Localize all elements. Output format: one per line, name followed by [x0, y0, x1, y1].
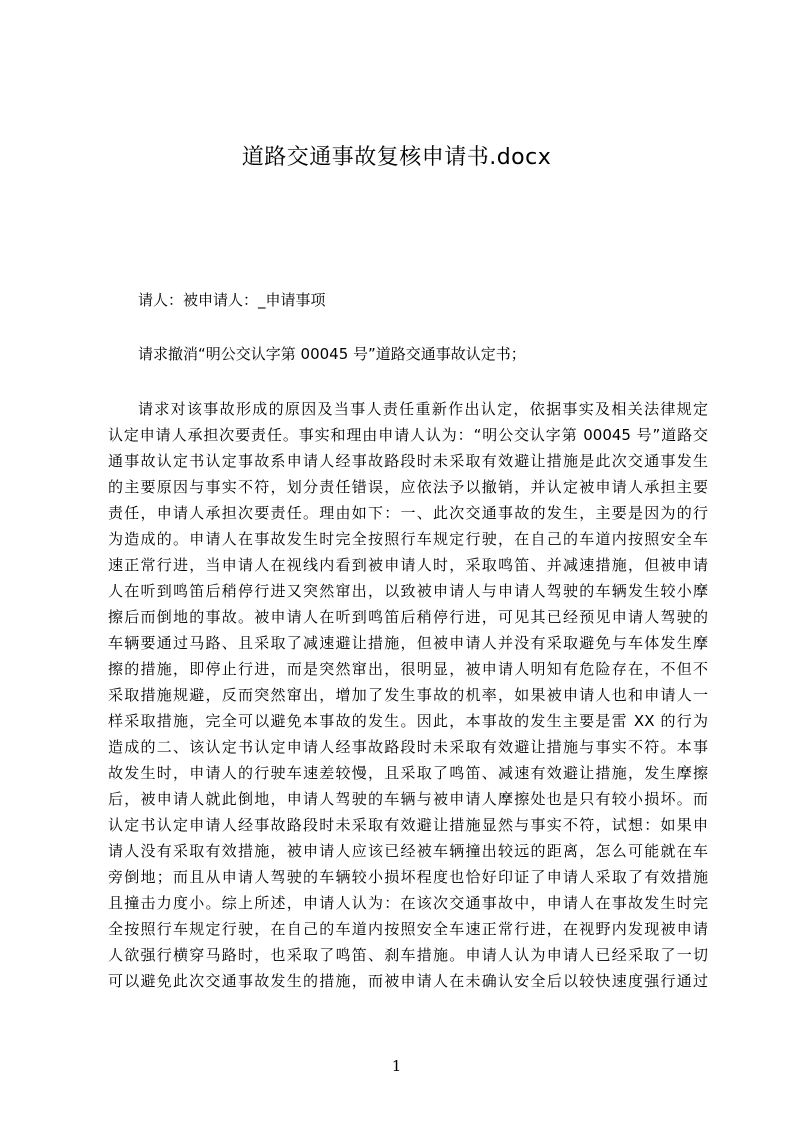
body-line: 样采取措施，完全可以避免本事故的发生。因此，本事故的发生主要是雷 XX 的行为 [108, 712, 708, 730]
body-line: 人欲强行横穿马路时，也采取了鸣笛、刹车措施。申请人认为申请人已经采取了一切 [108, 946, 708, 964]
body-line: 旁倒地；而且从申请人驾驶的车辆较小损坏程度也恰好印证了申请人采取了有效措施 [108, 868, 708, 886]
body-line: 责任，申请人承担次要责任。理由如下：一、此次交通事故的发生，主要是因为的行 [108, 504, 708, 522]
body-line: 且撞击力度小。综上所述，申请人认为：在该次交通事故中，申请人在事故发生时完 [108, 894, 708, 912]
body-line: 为造成的。申请人在事故发生时完全按照行车规定行驶，在自己的车道内按照安全车 [108, 530, 708, 548]
body-line: 造成的二、该认定书认定申请人经事故路段时未采取有效避让措施与事实不符。本事 [108, 738, 708, 756]
paragraph-intro: 请人：被申请人：_申请事项 [138, 291, 326, 309]
body-line: 可以避免此次交通事故发生的措施，而被申请人在未确认安全后以较快速度强行通过 [108, 972, 708, 990]
body-line: 擦的措施，即停止行进，而是突然窜出，很明显，被申请人明知有危险存在，不但不 [108, 660, 708, 678]
body-line: 请求对该事故形成的原因及当事人责任重新作出认定，依据事实及相关法律规定 [138, 400, 708, 418]
body-line: 人在听到鸣笛后稍停行进又突然窜出，以致被申请人与申请人驾驶的车辆发生较小摩 [108, 582, 708, 600]
body-line: 采取措施规避，反而突然窜出，增加了发生事故的机率，如果被申请人也和申请人一 [108, 686, 708, 704]
document-title: 道路交通事故复核申请书.docx [241, 145, 552, 170]
body-line: 速正常行进，当申请人在视线内看到被申请人时，采取鸣笛、并减速措施，但被申请 [108, 556, 708, 574]
body-line: 认定申请人承担次要责任。事实和理由申请人认为：“明公交认字第 00045 号”道路交 [108, 426, 708, 444]
body-line: 后，被申请人就此倒地，申请人驾驶的车辆与被申请人摩擦处也是只有较小损坏。而 [108, 790, 708, 808]
body-line: 认定书认定申请人经事故路段时未采取有效避让措施显然与事实不符，试想：如果申 [108, 816, 708, 834]
body-line: 擦后而倒地的事故。被申请人在听到鸣笛后稍停行进，可见其已经预见申请人驾驶的 [108, 608, 708, 626]
body-line: 车辆要通过马路、且采取了减速避让措施，但被申请人并没有采取避免与车体发生摩 [108, 634, 708, 652]
body-line: 全按照行车规定行驶，在自己的车道内按照安全车速正常行进，在视野内发现被申请 [108, 920, 708, 938]
body-line: 请人没有采取有效措施，被申请人应该已经被车辆撞出较远的距离，怎么可能就在车 [108, 842, 708, 860]
page-number: 1 [391, 1057, 402, 1075]
body-line: 的主要原因与事实不符，划分责任错误，应依法予以撤销，并认定被申请人承担主要 [108, 478, 708, 496]
paragraph-request: 请求撤消“明公交认字第 00045 号”道路交通事故认定书； [138, 345, 526, 363]
body-line: 故发生时，申请人的行驶车速差较慢，且采取了鸣笛、减速有效避让措施，发生摩擦 [108, 764, 708, 782]
body-line: 通事故认定书认定事故系申请人经事故路段时未采取有效避让措施是此次交通事发生 [108, 452, 708, 470]
